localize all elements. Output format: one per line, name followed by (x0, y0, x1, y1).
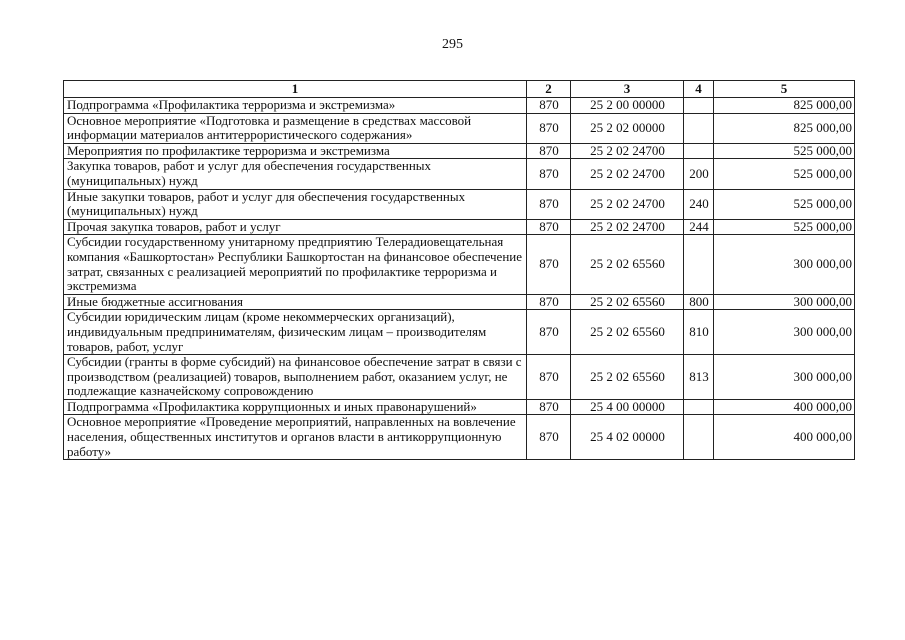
table-row (64, 113, 855, 143)
row-amount: 525 000,00 (714, 159, 855, 189)
row-name: Субсидии государственному унитарному предприятию Телерадиовещательная компания «Башкортостан» Республики Башкортостан на финансовое обеспечение затрат, связанных с реализацией мероприятий по профилактике терроризма и экстремизма (64, 235, 527, 294)
row-name: Субсидии (гранты в форме субсидий) на финансовое обеспечение затрат в связи с производством (реализацией) товаров, выполнением работ, оказанием услуг, не подлежащие казначейскому сопровождению (64, 355, 527, 400)
row-name: Иные бюджетные ассигнования (64, 294, 527, 310)
table-row (64, 189, 855, 219)
row-expense-type-code: 800 (684, 294, 714, 310)
table-body (64, 98, 855, 460)
row-expense-type-code (684, 415, 714, 460)
row-target-item-code: 25 2 02 65560 (571, 310, 684, 355)
row-target-item-code: 25 4 00 00000 (571, 399, 684, 415)
table-header (64, 81, 855, 98)
row-name: Мероприятия по профилактике терроризма и экстремизма (64, 143, 527, 159)
table-row (64, 159, 855, 189)
table-row (64, 294, 855, 310)
row-amount: 300 000,00 (714, 294, 855, 310)
table-row (64, 98, 855, 114)
row-department-code: 870 (527, 415, 571, 460)
row-target-item-code: 25 4 02 00000 (571, 415, 684, 460)
row-name: Прочая закупка товаров, работ и услуг (64, 219, 527, 235)
row-target-item-code: 25 2 02 24700 (571, 219, 684, 235)
row-amount: 525 000,00 (714, 189, 855, 219)
row-department-code: 870 (527, 159, 571, 189)
table-row (64, 219, 855, 235)
budget-table (63, 80, 855, 460)
row-department-code: 870 (527, 355, 571, 400)
row-name: Иные закупки товаров, работ и услуг для обеспечения государственных (муниципальных) нужд (64, 189, 527, 219)
row-name: Основное мероприятие «Проведение мероприятий, направленных на вовлечение населения, общественных институтов и органов власти в антикоррупционную работу» (64, 415, 527, 460)
row-name: Подпрограмма «Профилактика терроризма и экстремизма» (64, 98, 527, 114)
row-target-item-code: 25 2 02 24700 (571, 189, 684, 219)
row-amount: 825 000,00 (714, 98, 855, 114)
row-expense-type-code: 813 (684, 355, 714, 400)
row-amount: 400 000,00 (714, 415, 855, 460)
table-row (64, 415, 855, 460)
page-number: 295 (442, 37, 463, 52)
row-target-item-code: 25 2 02 00000 (571, 113, 684, 143)
row-department-code: 870 (527, 219, 571, 235)
column-header-4: 4 (684, 81, 714, 98)
row-amount: 525 000,00 (714, 219, 855, 235)
table-row (64, 143, 855, 159)
row-department-code: 870 (527, 399, 571, 415)
row-name: Субсидии юридическим лицам (кроме некоммерческих организаций), индивидуальным предпринимателям, физическим лицам – производителям товаров, работ, услуг (64, 310, 527, 355)
row-amount: 400 000,00 (714, 399, 855, 415)
row-expense-type-code (684, 235, 714, 294)
row-expense-type-code: 244 (684, 219, 714, 235)
row-expense-type-code (684, 98, 714, 114)
table-row (64, 235, 855, 294)
column-header-3: 3 (571, 81, 684, 98)
row-target-item-code: 25 2 02 65560 (571, 355, 684, 400)
row-target-item-code: 25 2 02 24700 (571, 143, 684, 159)
row-expense-type-code: 810 (684, 310, 714, 355)
row-amount: 825 000,00 (714, 113, 855, 143)
row-expense-type-code: 240 (684, 189, 714, 219)
row-amount: 300 000,00 (714, 235, 855, 294)
column-header-5: 5 (714, 81, 855, 98)
column-header-1: 1 (64, 81, 527, 98)
row-amount: 525 000,00 (714, 143, 855, 159)
row-target-item-code: 25 2 02 65560 (571, 294, 684, 310)
row-amount: 300 000,00 (714, 310, 855, 355)
row-department-code: 870 (527, 235, 571, 294)
row-department-code: 870 (527, 189, 571, 219)
table-row (64, 399, 855, 415)
row-expense-type-code (684, 143, 714, 159)
row-expense-type-code (684, 113, 714, 143)
row-department-code: 870 (527, 310, 571, 355)
row-name: Закупка товаров, работ и услуг для обеспечения государственных (муниципальных) нужд (64, 159, 527, 189)
row-name: Подпрограмма «Профилактика коррупционных и иных правонарушений» (64, 399, 527, 415)
row-department-code: 870 (527, 294, 571, 310)
row-target-item-code: 25 2 00 00000 (571, 98, 684, 114)
table-row (64, 310, 855, 355)
row-expense-type-code (684, 399, 714, 415)
header-row (64, 81, 855, 98)
column-header-2: 2 (527, 81, 571, 98)
row-department-code: 870 (527, 98, 571, 114)
row-name: Основное мероприятие «Подготовка и размещение в средствах массовой информации материалов антитеррористического содержания» (64, 113, 527, 143)
row-expense-type-code: 200 (684, 159, 714, 189)
row-target-item-code: 25 2 02 65560 (571, 235, 684, 294)
row-department-code: 870 (527, 113, 571, 143)
row-amount: 300 000,00 (714, 355, 855, 400)
row-department-code: 870 (527, 143, 571, 159)
table-row (64, 355, 855, 400)
row-target-item-code: 25 2 02 24700 (571, 159, 684, 189)
